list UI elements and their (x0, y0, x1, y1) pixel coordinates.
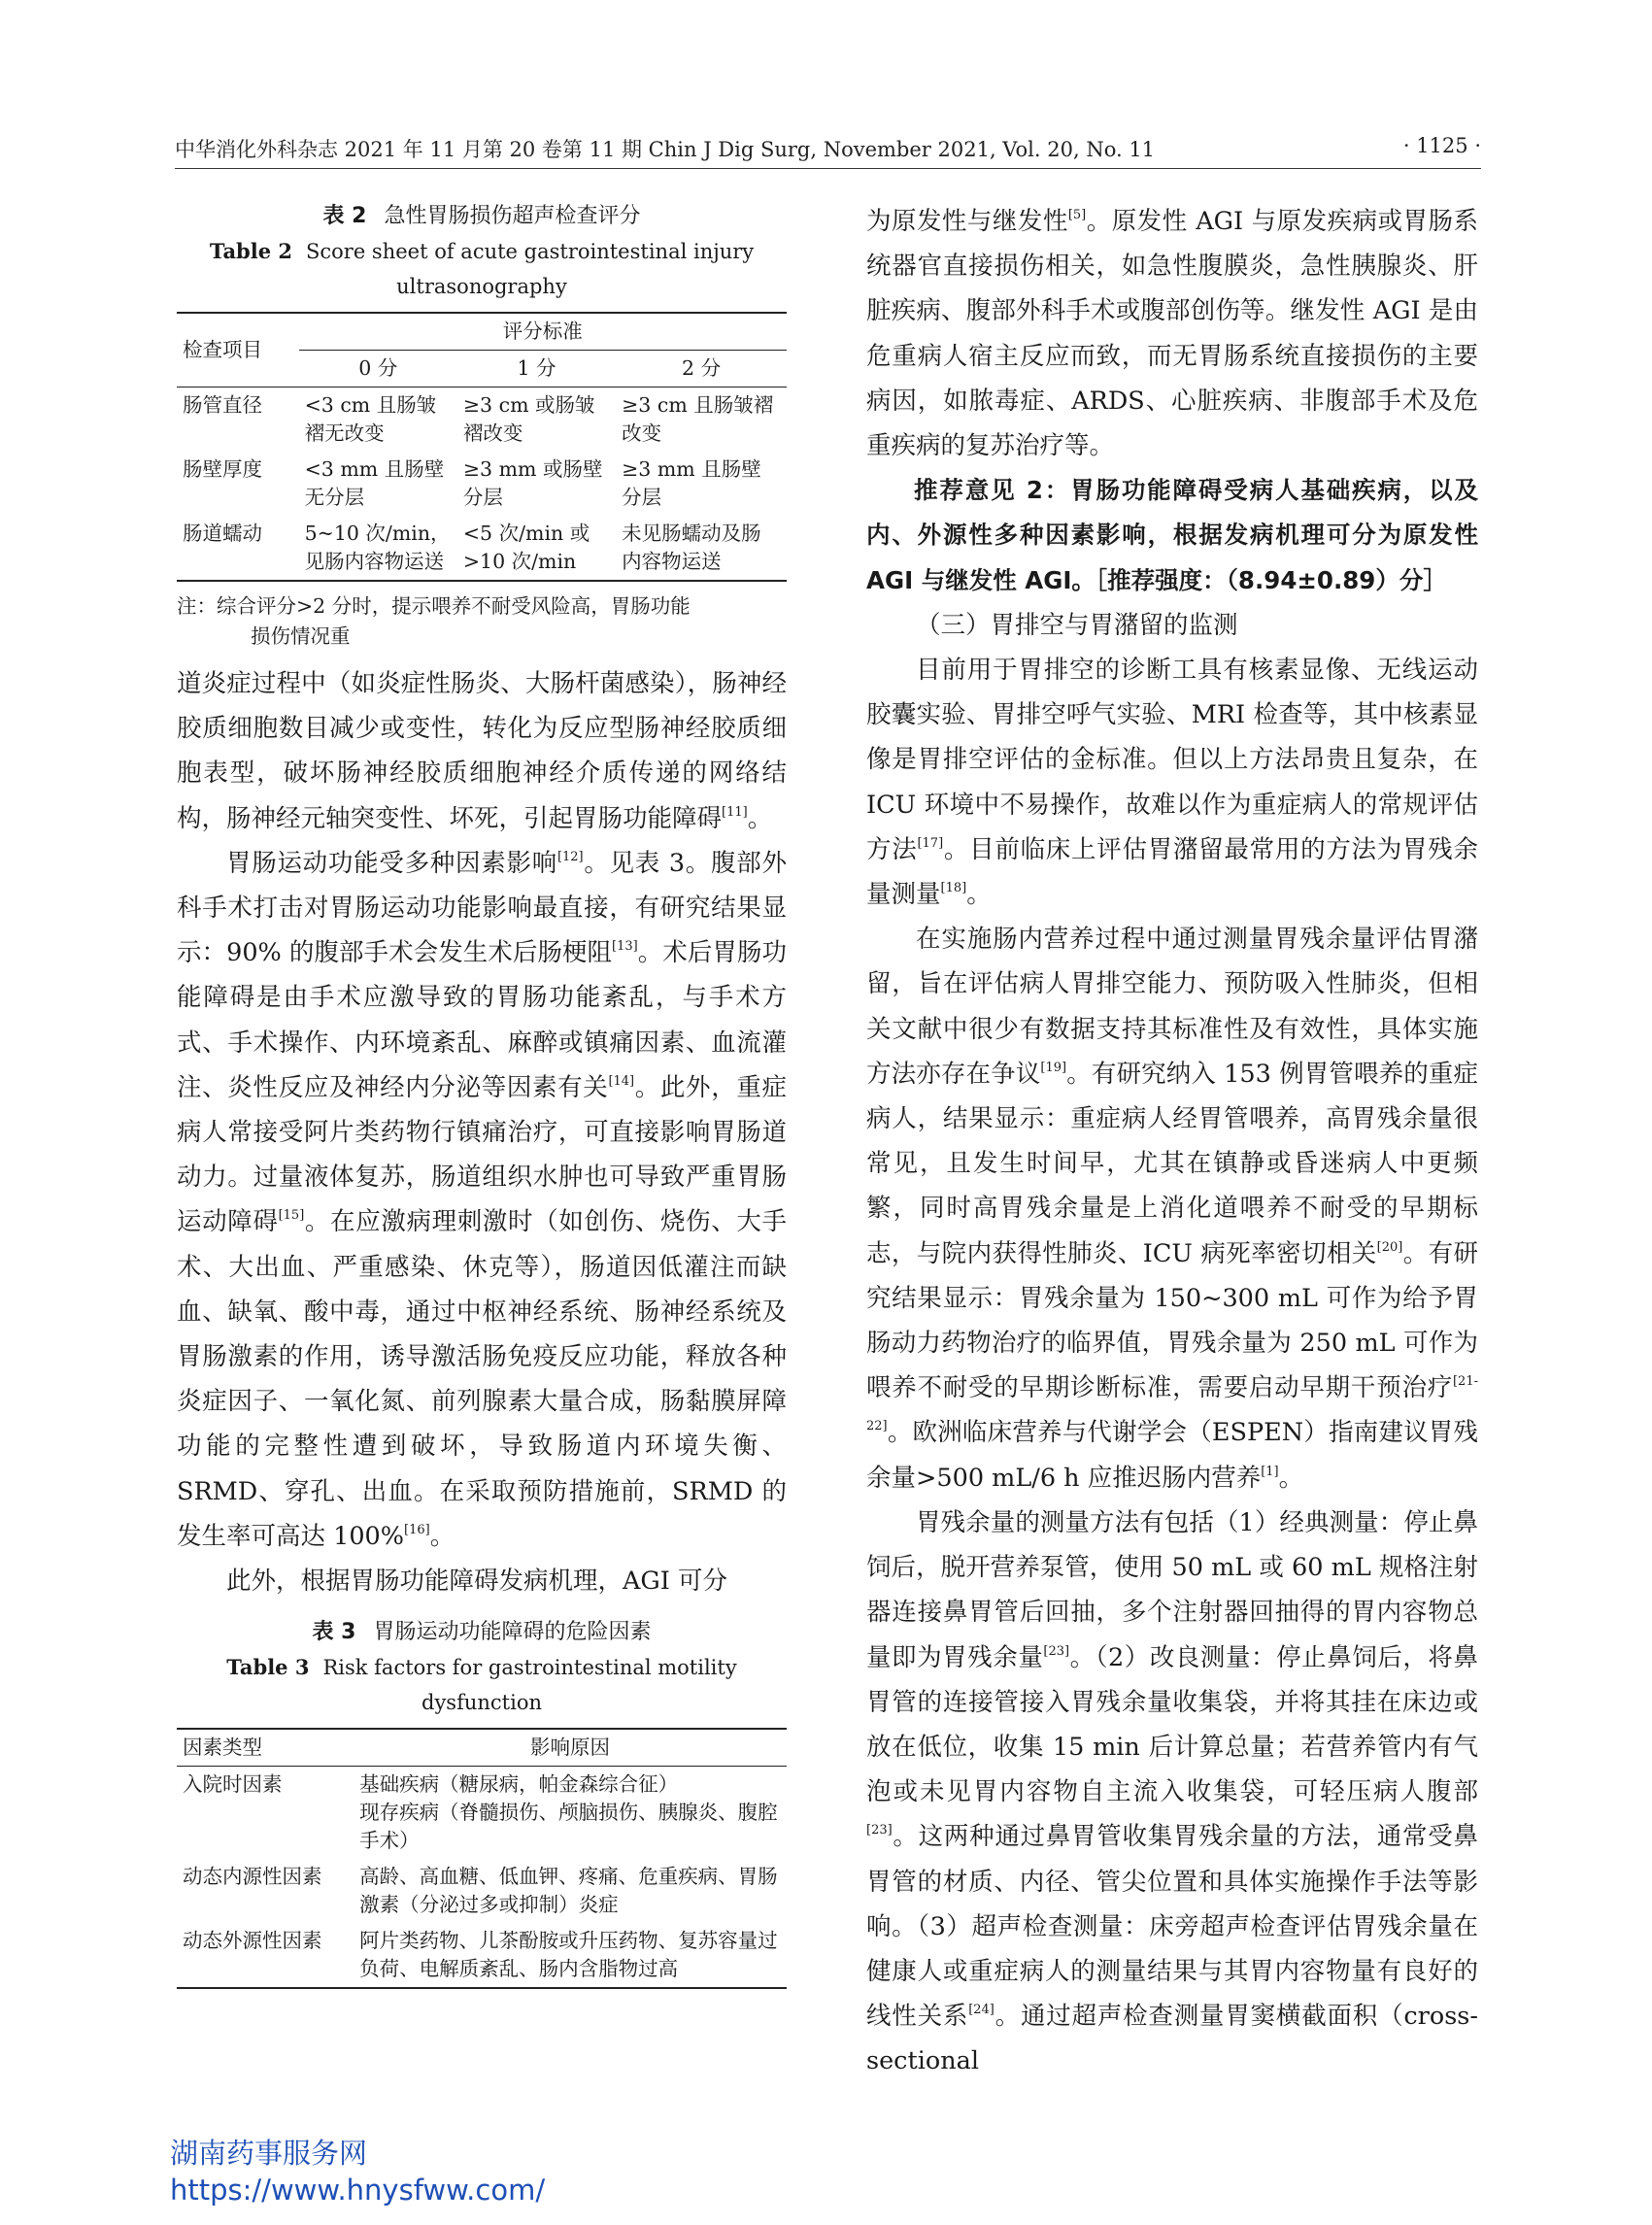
citation[interactable]: [11] (722, 804, 748, 820)
header-divider (175, 168, 1481, 169)
citation[interactable]: [12] (556, 849, 584, 864)
table-header-group: 评分标准 (299, 313, 787, 351)
citation[interactable]: [17] (917, 835, 944, 851)
body-paragraph: 此外，根据胃肠功能障碍发病机理，AGI 可分 (226, 1567, 727, 1597)
table-row: 肠壁厚度 <3 mm 且肠壁无分层 ≥3 mm 或肠壁分层 ≥3 mm 且肠壁分层 (183, 457, 761, 509)
running-header (175, 134, 1481, 173)
table-row: 肠道蠕动 5~10 次/min，见肠内容物运送 <5 次/min 或>10 次/min 未见肠蠕动及肠内容物运送 (177, 516, 787, 581)
citation[interactable]: [18] (940, 881, 967, 896)
table-3-grid (177, 1728, 787, 1989)
citation[interactable]: [16] (404, 1522, 430, 1537)
journal-citation: 中华消化外科杂志 2021 年 11 月第 20 卷第 11 期 Chin J Dig Surg, November 2021, Vol. 20, No. 11 (175, 138, 1156, 161)
table-row: 肠管直径 <3 cm 且肠皱褶无改变 ≥3 cm 或肠皱褶改变 ≥3 cm 且肠皱褶改变 (183, 393, 774, 445)
citation[interactable]: [19] (1040, 1060, 1067, 1075)
citation[interactable]: [24] (968, 2003, 995, 2018)
body-paragraph: 为原发性与继发性[5]。原发性 AGI 与原发疾病或胃肠系统器官直接损伤相关，如急性腹膜炎，急性胰腺炎、肝脏疾病、腹部外科手术或腹部创伤等。继发性 AGI 是由危重病人宿主反应而致，而无胃肠系统直接损伤的主要病因，如脓毒症、ARDS、心脏疾病、非腹部手术及危重疾病的复苏治疗等。 (866, 207, 1478, 461)
body-paragraph: 在实施肠内营养过程中通过测量胃残余量评估胃潴留，旨在评估病人胃排空能力、预防吸入性肺炎，但相关文献中很少有数据支持其标准性及有效性，具体实施方法亦存在争议[19]。有研究纳入 153 例胃管喂养的重症病人，结果显示：重症病人经胃管喂养，高胃残余量很常见，且发生时间早，尤其在镇静或昏迷病人中更频繁，同时高胃残余量是上消化道喂养不耐受的早期标志，与院内获得性肺炎、ICU 病死率密切相关[20]。有研究结果显示：胃残余量为 150~300 mL 可作为给予胃肠动力药物治疗的临界值，胃残余量为 250 mL 可作为喂养不耐受的早期诊断标准，需要启动早期干预治疗[21-22]。欧洲临床营养与代谢学会（ESPEN）指南建议胃残余量>500 mL/6 h 应推迟肠内营养[1]。 (866, 925, 1478, 1493)
watermark-url[interactable]: https://www.hnysfww.com/ (170, 2174, 546, 2207)
left-column (177, 199, 787, 1989)
table-header-cause: 影响原因 (530, 1736, 611, 1760)
citation[interactable]: [20] (1376, 1239, 1403, 1255)
body-paragraph: 胃残余量的测量方法有包括（1）经典测量：停止鼻饲后，脱开营养泵管，使用 50 mL 或 60 mL 规格注射器连接鼻胃管后回抽，多个注射器回抽得的胃内容物总量即为胃残余量[23]。（2）改良测量：停止鼻饲后，将鼻胃管的连接管接入胃残余量收集袋，并将其挂在床边或放在低位，收集 15 min 后计算总量；若营养管内有气泡或未见胃内容物自主流入收集袋，可轻压病人腹部[23]。这两种通过鼻胃管收集胃残余量的方法，通常受鼻胃管的材质、内径、管尖位置和具体实施操作手法等影响。（3）超声检查测量：床旁超声检查评估胃残余量在健康人或重症病人的测量结果与其胃内容物量有良好的线性关系[24]。通过超声检查测量胃窦横截面积（cross-sectional (866, 1507, 1478, 2076)
table-header-score-1: 1 分 (517, 356, 556, 380)
right-column (866, 199, 1478, 2084)
table-2-grid (177, 312, 787, 582)
table-header-score-0: 0 分 (358, 356, 398, 380)
citation[interactable]: [15] (278, 1208, 305, 1224)
citation[interactable]: [5] (1067, 208, 1087, 222)
table-2-note: 注：综合评分>2 分时，提示喂养不耐受风险高，胃肠功能 损伤情况重 (177, 594, 691, 648)
body-paragraph: 道炎症过程中（如炎症性肠炎、大肠杆菌感染），肠神经胶质细胞数目减少或变性，转化为反应型肠神经胶质细胞表型，破坏肠神经胶质细胞神经介质传递的网络结构，肠神经元轴突变性、坏死，引起胃肠功能障碍[11]。 (177, 669, 787, 833)
citation[interactable]: [13] (612, 939, 638, 955)
page-number: · 1125 · (1402, 134, 1481, 157)
table-header-item: 检查项目 (183, 338, 262, 361)
site-watermark (170, 2135, 545, 2208)
citation[interactable]: [21-22] (866, 1374, 1478, 1434)
table-3 (177, 1615, 787, 1989)
table-row: 动态内源性因素 高龄、高血糖、低血钾、疼痛、危重疾病、胃肠激素（分泌过多或抑制）炎症 (183, 1865, 778, 1917)
citation[interactable]: [23] (1043, 1643, 1070, 1659)
table-2-caption-en: Table 2 Score sheet of acute gastrointestinal injury ultrasonography (209, 239, 755, 298)
body-paragraph: 目前用于胃排空的诊断工具有核素显像、无线运动胶囊实验、胃排空呼气实验、MRI 检查等，其中核素显像是胃排空评估的金标准。但以上方法昂贵且复杂，在 ICU 环境中不易操作，故难以作为重症病人的常规评估方法[17]。目前临床上评估胃潴留最常用的方法为胃残余量测量[18]。 (866, 656, 1478, 910)
table-row: 动态外源性因素 阿片类药物、儿茶酚胺或升压药物、复苏容量过负荷、电解质紊乱、肠内含脂物过高 (177, 1923, 787, 1988)
table-header-score-2: 2 分 (682, 356, 722, 380)
citation[interactable]: [23] (866, 1823, 893, 1838)
table-3-caption-en: Table 3 Risk factors for gastrointestinal motility dysfunction (226, 1655, 737, 1715)
table-2 (177, 199, 787, 652)
table-2-caption-cn: 表 2 急性胃肠损伤超声检查评分 (322, 204, 641, 228)
citation[interactable]: [1] (1261, 1464, 1279, 1479)
table-row: 入院时因素 基础疾病（糖尿病，帕金森综合征） 现存疾病（脊髓损伤、颅脑损伤、胰腺炎、腹腔手术） (183, 1772, 778, 1853)
watermark-name: 湖南药事服务网 (170, 2137, 368, 2170)
table-header-type: 因素类型 (183, 1736, 262, 1760)
section-heading: （三）胃排空与胃潴留的监测 (916, 610, 1238, 640)
table-3-caption-cn: 表 3 胃肠运动功能障碍的危险因素 (312, 1620, 652, 1645)
citation[interactable]: [14] (608, 1073, 635, 1089)
recommendation-2: 推荐意见 2：胃肠功能障碍受病人基础疾病，以及内、外源性多种因素影响，根据发病机理可分为原发性 AGI 与继发性 AGI。［推荐强度：（8.94±0.89）分］ (866, 476, 1478, 594)
body-paragraph: 胃肠运动功能受多种因素影响[12]。见表 3。腹部外科手术打击对胃肠运动功能影响最直接，有研究结果显示：90% 的腹部手术会发生术后肠梗阻[13]。术后胃肠功能障碍是由手术应激导致的胃肠功能紊乱，与手术方式、手术操作、内环境紊乱、麻醉或镇痛因素、血流灌注、炎性反应及神经内分泌等因素有关[14]。此外，重症病人常接受阿片类药物行镇痛治疗，可直接影响胃肠道动力。过量液体复苏，肠道组织水肿也可导致严重胃肠运动障碍[15]。在应激病理刺激时（如创伤、烧伤、大手术、大出血、严重感染、休克等），肠道因低灌注而缺血、缺氧、酸中毒，通过中枢神经系统、肠神经系统及胃肠激素的作用，诱导激活肠免疫反应功能，释放各种炎症因子、一氧化氮、前列腺素大量合成，肠黏膜屏障功能的完整性遭到破坏，导致肠道内环境失衡、SRMD、穿孔、出血。在采取预防措施前，SRMD 的发生率可高达 100%[16]。 (177, 848, 787, 1551)
